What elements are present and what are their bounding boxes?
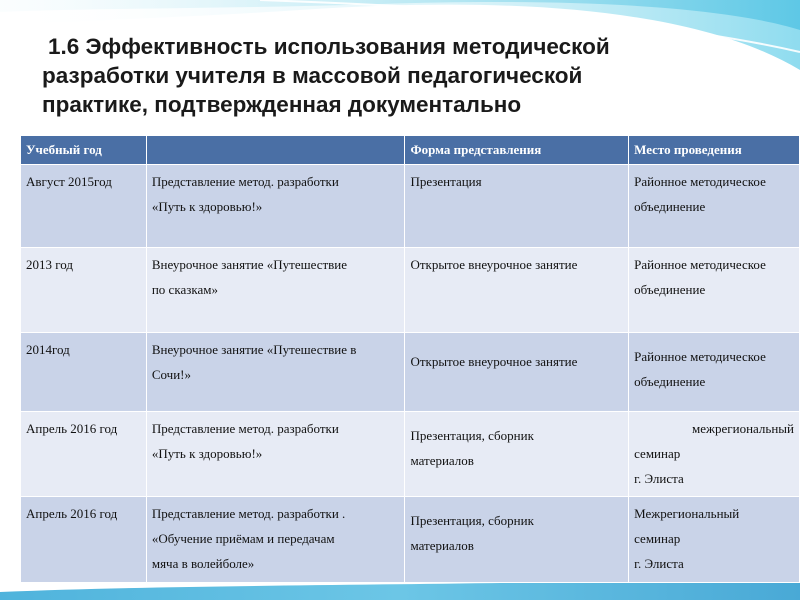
place-line: семинар [634, 446, 681, 461]
place-line: объединение [634, 199, 706, 214]
event-line: «Обучение приёмам и передачам [151, 531, 335, 546]
table-header-row [21, 136, 800, 165]
cell-year: 2014год [21, 333, 147, 412]
header-form: Форма представления [405, 136, 629, 165]
cell-place [629, 497, 800, 583]
cell-event [146, 165, 405, 248]
methodical-work-table [20, 135, 800, 583]
place-line: г. Элиста [634, 471, 684, 486]
event-line: «Путь к здоровью!» [151, 199, 263, 214]
place-line: объединение [634, 374, 706, 389]
event-line: Внеурочное занятие «Путешествие [151, 257, 348, 272]
place-line: объединение [634, 282, 706, 297]
cell-place [629, 333, 800, 412]
cell-place [629, 248, 800, 333]
form-line: Открытое внеурочное занятие [410, 354, 578, 369]
place-line: семинар [634, 531, 681, 546]
cell-place [629, 412, 800, 497]
form-line: Презентация [410, 174, 482, 189]
cell-form [405, 333, 629, 412]
table-row [21, 248, 800, 333]
cell-event [146, 248, 405, 333]
event-line: Представление метод. разработки [151, 174, 339, 189]
event-line: Представление метод. разработки [151, 421, 339, 436]
form-line: материалов [410, 453, 474, 468]
place-line: г. Элиста [634, 556, 684, 571]
event-line: Сочи!» [151, 367, 192, 382]
header-place: Место проведения [629, 136, 800, 165]
header-year: Учебный год [21, 136, 147, 165]
form-line: материалов [410, 538, 474, 553]
table-row [21, 497, 800, 583]
cell-form [405, 248, 629, 333]
place-line: Районное методическое [634, 257, 766, 272]
event-line: мяча в волейболе» [151, 556, 255, 571]
title-line-3: практике, подтвержденная документально [42, 92, 522, 117]
cell-form [405, 497, 629, 583]
cell-year: 2013 год [21, 248, 147, 333]
table-row [21, 412, 800, 497]
place-line: Межрегиональный [634, 506, 740, 521]
cell-year: Апрель 2016 год [21, 497, 147, 583]
cell-form [405, 412, 629, 497]
event-line: «Путь к здоровью!» [151, 446, 263, 461]
form-line: Презентация, сборник [410, 428, 534, 443]
place-line: межрегиональный [692, 421, 794, 436]
form-line: Открытое внеурочное занятие [410, 257, 578, 272]
cell-event [146, 497, 405, 583]
event-line: по сказкам» [151, 282, 218, 297]
cell-form [405, 165, 629, 248]
form-line: Презентация, сборник [410, 513, 534, 528]
event-line: Представление метод. разработки . [151, 506, 346, 521]
cell-year: Август 2015год [21, 165, 147, 248]
table-row [21, 333, 800, 412]
event-line: Внеурочное занятие «Путешествие в [151, 342, 357, 357]
place-line: Районное методическое [634, 174, 766, 189]
table-row [21, 165, 800, 248]
cell-year: Апрель 2016 год [21, 412, 147, 497]
title-line-1: 1.6 Эффективность использования методической [48, 34, 610, 59]
cell-event [146, 412, 405, 497]
header-event [146, 136, 405, 165]
cell-event [146, 333, 405, 412]
slide-title [42, 32, 762, 119]
title-line-2: разработки учителя в массовой педагогической [42, 63, 583, 88]
place-line: Районное методическое [634, 349, 766, 364]
cell-place [629, 165, 800, 248]
